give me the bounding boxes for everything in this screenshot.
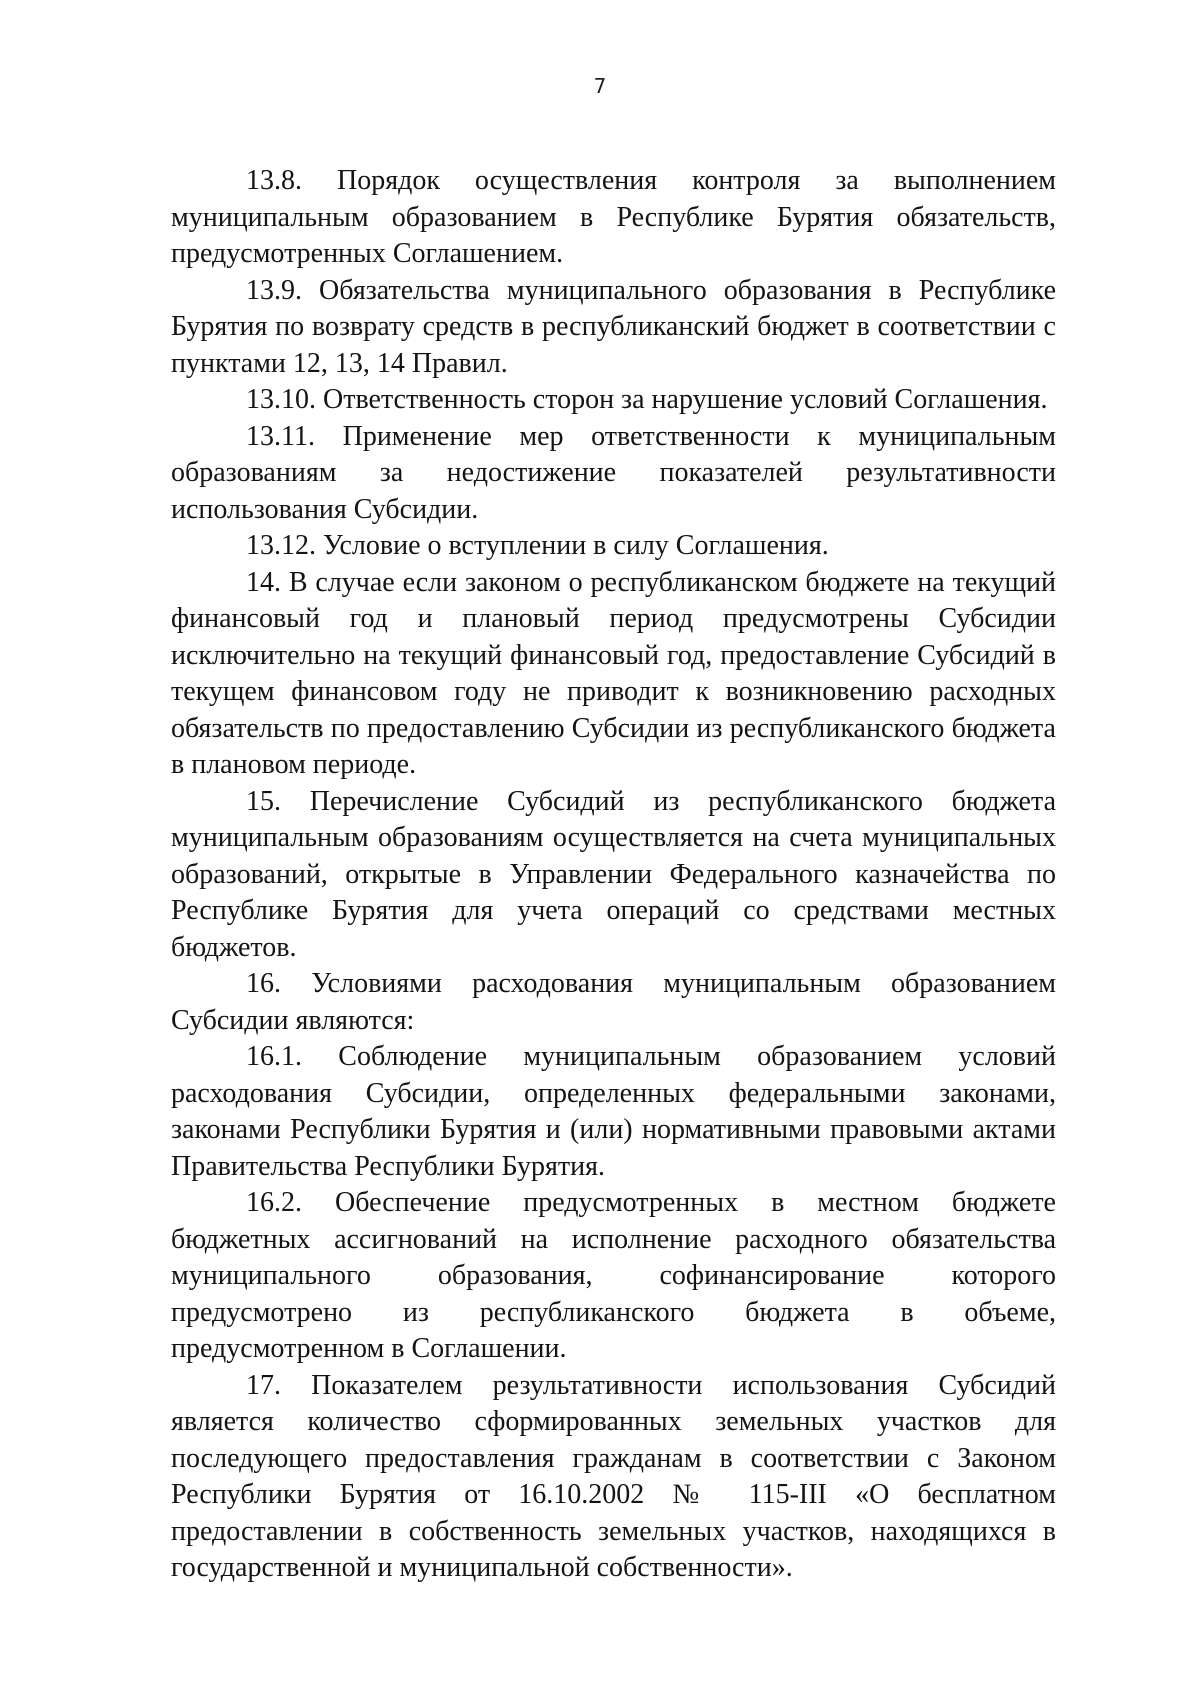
paragraph-13-8: 13.8. Порядок осуществления контроля за выполнением муниципальным образованием в Республике Бурятия обязательств, предусмотренных Соглашением. [171,165,1056,269]
paragraph-13-12: 13.12. Условие о вступлении в силу Соглашения. [246,530,829,561]
paragraph-14: 14. В случае если законом о республиканском бюджете на текущий финансовый год и плановый период предусмотрены Субсидии исключительно на текущий финансовый год, предоставление Субсидий в текущем финансовом году не приводит к возникновению расходных обязательств по предоставлению Субсидии из республиканского бюджета в плановом периоде. [171,566,1056,780]
paragraph-13-11: 13.11. Применение мер ответственности к муниципальным образованиям за недостижение показателей результативности использования Субсидии. [171,420,1056,525]
paragraph-13-10: 13.10. Ответственность сторон за нарушение условий Соглашения. [246,384,1048,415]
page-number: 7 [593,74,607,98]
paragraph-13-9: 13.9. Обязательства муниципального образования в Республике Бурятия по возврату средств в республиканский бюджет в соответствии с пунктами 12, 13, 14 Правил. [171,274,1056,379]
paragraph-16: 16. Условиями расходования муниципальным образованием Субсидии являются: [171,968,1056,1036]
paragraph-16-1: 16.1. Соблюдение муниципальным образованием условий расходования Субсидии, определенных федеральными законами, законами Республики Бурятия и (или) нормативными правовыми актами Правительства Республики Бурятия. [171,1041,1056,1182]
document-body [171,163,1056,1587]
paragraph-15: 15. Перечисление Субсидий из республиканского бюджета муниципальным образованиям осуществляется на счета муниципальных образований, открытые в Управлении Федерального казначейства по Республике Бурятия для учета операций со средствами местных бюджетов. [171,785,1056,963]
paragraph-16-2: 16.2. Обеспечение предусмотренных в местном бюджете бюджетных ассигнований на исполнение расходного обязательства муниципального образования, софинансирование которого предусмотрено из республиканского бюджета в объеме, предусмотренном в Соглашении. [171,1187,1056,1364]
paragraph-17: 17. Показателем результативности использования Субсидий является количество сформированных земельных участков для последующего предоставления гражданам в соответствии с Законом Республики Бурятия от 16.10.2002 № 115-III «О бесплатном предоставлении в собственность земельных участков, находящихся в государственной и муниципальной собственности». [171,1369,1056,1583]
